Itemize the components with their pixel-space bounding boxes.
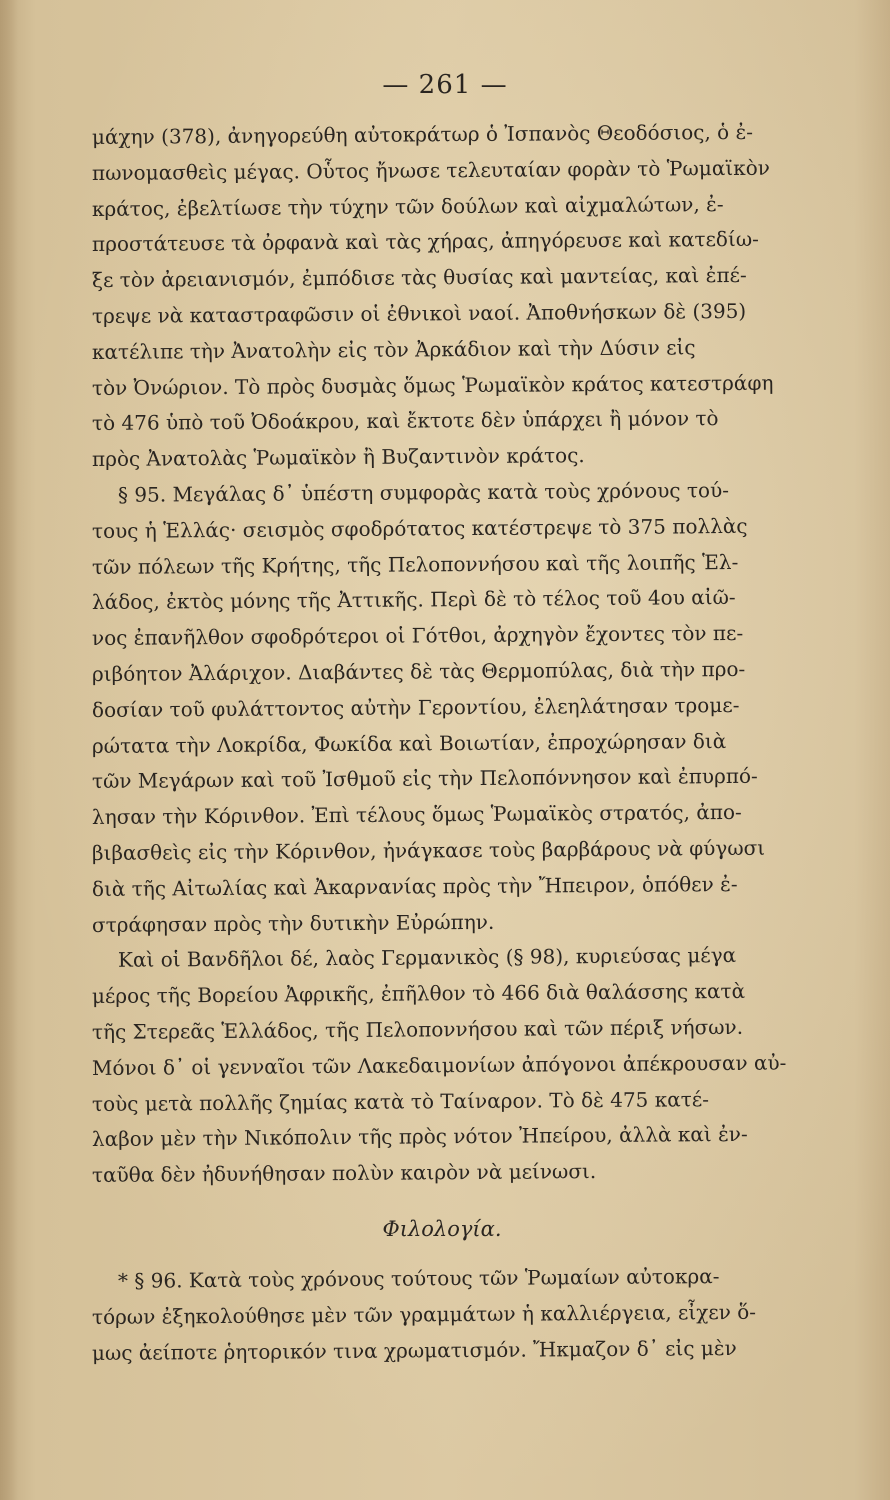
text-line: τῆς Στερεᾶς Ἑλλάδος, τῆς Πελοποννήσου καὶ τῶν πέριξ νήσων. [91,1014,744,1044]
paragraph-start-vandals: Καὶ οἱ Βανδῆλοι δέ, λαὸς Γερμανικὸς (§ 98), κυριεύσας μέγα [117,943,737,973]
text-line: μως ἀείποτε ῥητορικόν τινα χρωματισμόν. Ἤκμαζον δ᾽ εἰς μὲν [91,1335,737,1365]
text-line: μέρος τῆς Βορείου Ἀφρικῆς, ἐπῆλθον τὸ 466 διὰ θαλάσσης κατὰ [91,978,746,1009]
text-line: νος ἐπανῆλθον σφοδρότεροι οἱ Γότθοι, ἀρχηγὸν ἔχοντες τὸν πε- [91,621,744,651]
text-line: κράτος, ἐβελτίωσε τὴν τύχην τῶν δούλων καὶ αἰχμαλώτων, ἐ- [91,191,724,221]
page-number: — 261 — [382,70,508,100]
text-line: βιβασθεὶς εἰς τὴν Κόρινθον, ἠνάγκασε τοὺς βαρβάρους νὰ φύγωσι [91,835,766,865]
text-line: τόρων ἐξηκολούθησε μὲν τῶν γραμμάτων ἡ καλλιέργεια, εἶχεν ὅ- [91,1299,757,1329]
paragraph-start-95: § 95. Μεγάλας δ᾽ ὑπέστη συμφορὰς κατὰ τοὺς χρόνους τού- [117,477,730,507]
text-line: ξε τὸν ἀρειανισμόν, ἐμπόδισε τὰς θυσίας καὶ μαντείας, καὶ ἐπέ- [91,263,747,293]
text-line: τὸν Ὀνώριον. Τὸ πρὸς δυσμὰς ὅμως Ῥωμαϊκὸν κράτος κατεστράφη [91,370,774,400]
text-line: λάδος, ἐκτὸς μόνης τῆς Ἀττικῆς. Περὶ δὲ τὸ τέλος τοῦ 4ου αἰῶ- [91,585,736,615]
text-line: κατέλιπε τὴν Ἀνατολὴν εἰς τὸν Ἀρκάδιον καὶ τὴν Δύσιν εἰς [91,335,696,364]
text-line: ρώτατα τὴν Λοκρίδα, Φωκίδα καὶ Βοιωτίαν, ἐπροχώρησαν διὰ [91,728,727,758]
text-line: στράφησαν πρὸς τὴν δυτικὴν Εὐρώπην. [91,909,495,937]
text-line: ταῦθα δὲν ἠδυνήθησαν πολὺν καιρὸν νὰ μείνωσι. [91,1159,597,1188]
text-line: ριβόητον Ἀλάριχον. Διαβάντες δὲ τὰς Θερμοπύλας, διὰ τὴν προ- [91,656,746,686]
text-line: διὰ τῆς Αἰτωλίας καὶ Ἀκαρνανίας πρὸς τὴν Ἤπειρον, ὁπόθεν ἐ- [91,871,738,901]
body-text [92,120,792,1371]
text-line: τοὺς μετὰ πολλῆς ζημίας κατὰ τὸ Ταίναρον. Τὸ δὲ 475 κατέ- [91,1086,710,1116]
text-line: τρεψε νὰ καταστραφῶσιν οἱ ἐθνικοὶ ναοί. Ἀποθνήσκων δὲ (395) [91,298,747,328]
paragraph-start-96: * § 96. Κατὰ τοὺς χρόνους τούτους τῶν Ῥωμαίων αὐτοκρα- [117,1263,720,1293]
text-line: λησαν τὴν Κόρινθον. Ἐπὶ τέλους ὅμως Ῥωμαϊκὸς στρατός, ἀπο- [91,800,742,830]
text-line: τους ἡ Ἑλλάς· σεισμὸς σφοδρότατος κατέστρεψε τὸ 375 πολλὰς [91,513,748,543]
text-line: δοσίαν τοῦ φυλάττοντος αὐτὴν Γεροντίου, ἐλεηλάτησαν τρομε- [91,692,740,722]
text-line: προστάτευσε τὰ ὀρφανὰ καὶ τὰς χήρας, ἀπηγόρευσε καὶ κατεδίω- [91,227,759,257]
page-binding-shadow [0,0,18,1500]
text-line: λαβον μὲν τὴν Νικόπολιν τῆς πρὸς νότον Ἠπείρου, ἀλλὰ καὶ ἐν- [91,1122,748,1152]
text-line: πωνομασθεὶς μέγας. Οὗτος ἤνωσε τελευταίαν φορὰν τὸ Ῥωμαϊκὸν [91,155,770,185]
text-line: Μόνοι δ᾽ οἱ γενναῖοι τῶν Λακεδαιμονίων ἀπόγονοι ἀπέκρουσαν αὐ- [91,1050,787,1080]
text-line: τῶν πόλεων τῆς Κρήτης, τῆς Πελοποννήσου καὶ τῆς λοιπῆς Ἑλ- [91,549,739,579]
section-heading: Φιλολογία. [382,1216,502,1241]
text-line: μάχην (378), ἀνηγορεύθη αὐτοκράτωρ ὁ Ἰσπανὸς Θεοδόσιος, ὁ ἐ- [91,119,754,149]
text-line: τὸ 476 ὑπὸ τοῦ Ὀδοάκρου, καὶ ἔκτοτε δὲν ὑπάρχει ἢ μόνον τὸ [91,406,719,436]
text-line: πρὸς Ἀνατολὰς Ῥωμαϊκὸν ἢ Βυζαντινὸν κράτος. [91,443,585,472]
text-line: τῶν Μεγάρων καὶ τοῦ Ἰσθμοῦ εἰς τὴν Πελοπόννησον καὶ ἐπυρπό- [91,764,758,794]
